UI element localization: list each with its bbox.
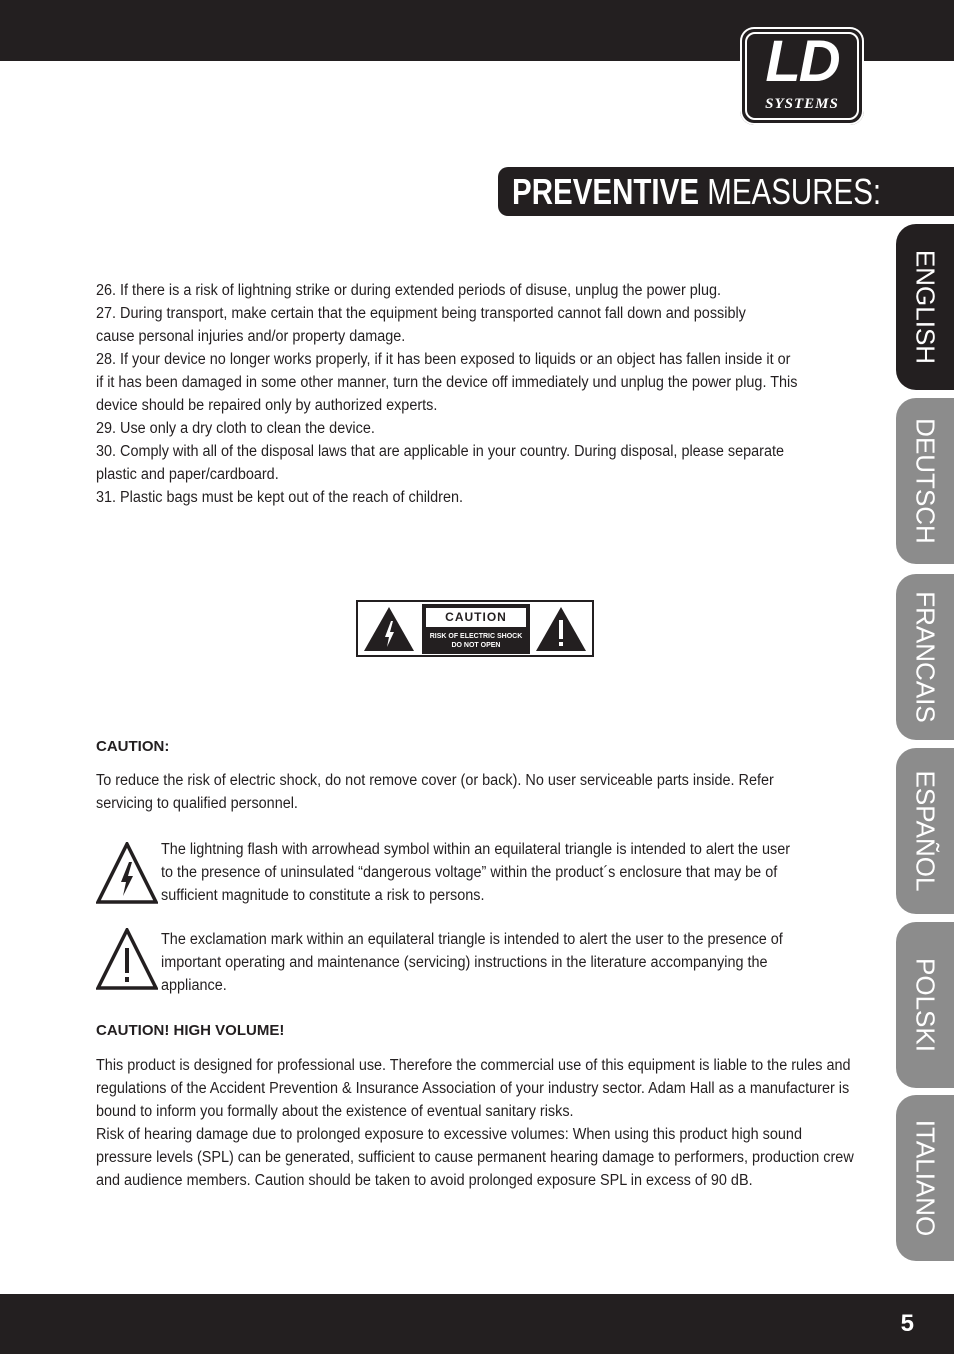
lightning-symbol-text: The lightning flash with arrowhead symbol within an equilateral triangle is intended to alert the user to the presence of uninsulated “dangerous voltage” within the product´s enclosure that may be of sufficient magnitude to constitute a risk to persons. [161, 841, 791, 904]
page-title [512, 173, 881, 211]
page-number: 5 [900, 1310, 914, 1337]
measure-line: if it has been damaged in some other manner, turn the device off immediately und unplug the power plug. This [96, 374, 798, 391]
tab-label: ESPAÑOL [910, 770, 941, 892]
caution-sign-subtext [422, 632, 530, 650]
tab-label: FRANCAIS [910, 591, 941, 723]
tab-italiano[interactable] [896, 1095, 954, 1261]
tab-deutsch[interactable] [896, 398, 954, 564]
page-title-bold: PREVENTIVE [512, 171, 700, 212]
lightning-warning-icon [96, 842, 158, 904]
tab-espanol[interactable] [896, 748, 954, 914]
tab-english[interactable] [896, 224, 954, 390]
measure-line: 31. Plastic bags must be kept out of the reach of children. [96, 489, 464, 506]
caution-sign-label: CAUTION [426, 608, 526, 627]
measure-line: 27. During transport, make certain that the equipment being transported cannot fall down and possibly [96, 305, 746, 322]
tab-polski[interactable] [896, 922, 954, 1088]
bottom-bar [0, 1294, 954, 1354]
measure-line: 28. If your device no longer works properly, if it has been exposed to liquids or an object has fallen inside it or [96, 351, 791, 368]
page-title-light: MEASURES: [707, 171, 882, 212]
caution-sign-center [422, 604, 530, 654]
caution-sign-line1: RISK OF ELECTRIC SHOCK [429, 633, 523, 640]
caution-sign-line2: DO NOT OPEN [451, 642, 501, 649]
caution-sign [356, 600, 594, 657]
measures-list [96, 279, 840, 509]
measure-line: 26. If there is a risk of lightning strike or during extended periods of disuse, unplug the power plug. [96, 282, 722, 299]
measure-line: plastic and paper/cardboard. [96, 466, 279, 483]
exclamation-warning-icon [96, 928, 158, 990]
measure-line: device should be repaired only by authorized experts. [96, 397, 438, 414]
high-volume-heading: CAUTION! HIGH VOLUME! [96, 1022, 285, 1039]
logo-sub-text: SYSTEMS [765, 96, 839, 112]
high-volume-paragraph-1: This product is designed for professional use. Therefore the commercial use of this equipment is liable to the rules and regulations of the Accident Prevention & Insurance Association of your industry sector. Adam Hall as a manufacturer is bound to inform you formally about the existence of eventual sanitary risks. [96, 1057, 851, 1120]
exclamation-triangle-icon [534, 605, 588, 653]
tab-francais[interactable] [896, 574, 954, 740]
caution-heading: CAUTION: [96, 738, 170, 755]
high-volume-paragraph-2: Risk of hearing damage due to prolonged exposure to excessive volumes: When using this product high sound pressure levels (SPL) can be generated, sufficient to cause permanent hearing damage to performers, production crew and audience members. Caution should be taken to avoid prolonged exposure SPL in excess of 90 dB. [96, 1126, 854, 1189]
caution-text: To reduce the risk of electric shock, do not remove cover (or back). No user serviceable parts inside. Refer servicing to qualified personnel. [96, 772, 774, 812]
ld-systems-logo [740, 27, 864, 125]
tab-label: ITALIANO [910, 1119, 941, 1237]
logo-main-text: LD [765, 29, 839, 94]
lightning-triangle-icon [362, 605, 416, 653]
tab-label: POLSKI [910, 958, 941, 1052]
tab-label: DEUTSCH [910, 418, 941, 544]
measure-line: cause personal injuries and/or property damage. [96, 328, 406, 345]
tab-label: ENGLISH [910, 249, 941, 365]
measure-line: 30. Comply with all of the disposal laws that are applicable in your country. During disposal, please separate [96, 443, 785, 460]
measure-line: 29. Use only a dry cloth to clean the device. [96, 420, 375, 437]
exclamation-symbol-text: The exclamation mark within an equilateral triangle is intended to alert the user to the presence of important operating and maintenance (servicing) instructions in the literature accompanying the appliance. [161, 931, 783, 994]
high-volume-text [96, 1054, 860, 1192]
page-title-bar [498, 167, 954, 216]
